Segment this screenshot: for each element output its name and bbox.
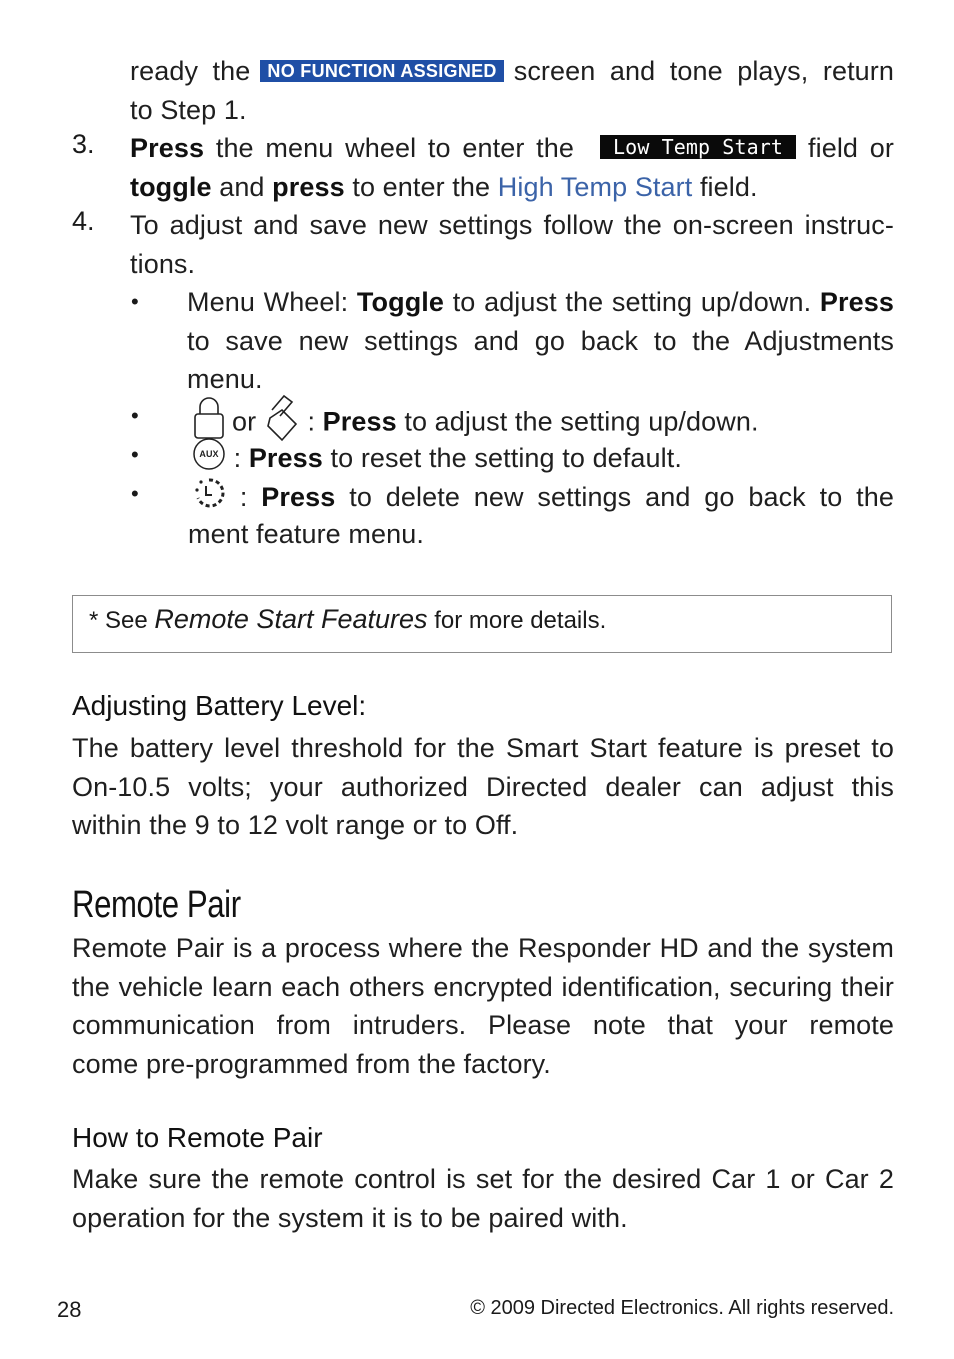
b1-line3: menu. xyxy=(187,364,263,394)
press-keyword-b2: Press xyxy=(322,406,397,437)
b3-text: to reset the setting to default. xyxy=(330,443,682,473)
b2-text: to adjust the setting up/down. xyxy=(404,406,759,437)
step3-text xyxy=(130,129,894,206)
bullet-2-dot: • xyxy=(131,403,139,428)
step2-text-line2: to Step 1. xyxy=(130,94,247,125)
b4-line2: ment feature menu. xyxy=(188,518,424,549)
step3-number: 3. xyxy=(72,129,95,159)
aux-icon-label: AUX xyxy=(199,449,219,459)
remote-start-icon xyxy=(192,476,226,515)
press-keyword-b1: Press xyxy=(819,287,894,317)
b4-colon: : xyxy=(239,482,248,512)
step3-text4: field. xyxy=(699,171,758,202)
battery-line3: within the 9 to 12 volt range or to Off. xyxy=(72,810,519,840)
remote-pair-paragraph xyxy=(72,929,894,1083)
press-keyword-b3: Press xyxy=(248,443,323,473)
step3-text2: field or xyxy=(808,133,894,163)
b3-colon: : xyxy=(233,443,242,473)
bullet-1-dot: • xyxy=(131,289,139,314)
toggle-keyword-b1: Toggle xyxy=(356,287,445,317)
remote-pair-heading: Remote Pair xyxy=(72,884,241,926)
b4-text: to delete new settings and go back to the xyxy=(349,482,894,512)
battery-paragraph xyxy=(72,729,894,845)
high-temp-start-link[interactable]: High Temp Start xyxy=(497,171,693,202)
bullet-3-text xyxy=(192,437,894,478)
bullet-1-text xyxy=(187,283,894,399)
how-to-heading: How to Remote Pair xyxy=(72,1122,323,1153)
press-keyword: Press xyxy=(130,133,205,163)
step2-text-pre: ready the xyxy=(130,56,251,86)
step4-line1: To adjust and save new settings follow the on-screen instruc- xyxy=(130,210,894,240)
note-box xyxy=(72,595,892,653)
remote-start-features-ref: Remote Start Features xyxy=(154,604,428,634)
note-prefix: * See xyxy=(89,607,148,634)
b2-or: or xyxy=(232,406,257,437)
remote-pair-line1: Remote Pair is a process where the Responder HD and the system xyxy=(72,933,894,963)
step2-text-post: screen and tone plays, return xyxy=(513,56,894,86)
step4-number: 4. xyxy=(72,206,95,236)
press-keyword-b4: Press xyxy=(261,482,336,512)
step3-text3: to enter the xyxy=(352,171,491,202)
b2-colon: : xyxy=(307,406,316,437)
step3-and: and xyxy=(219,171,265,202)
step2-continuation xyxy=(130,52,894,129)
toggle-keyword: toggle xyxy=(130,171,212,202)
how-to-paragraph xyxy=(72,1160,894,1237)
bullet-4-dot: • xyxy=(131,481,139,506)
b1-line2: to save new settings and go back to the Adjustments xyxy=(187,325,894,356)
how-to-line1: Make sure the remote control is set for the desired Car 1 or Car 2 xyxy=(72,1164,894,1194)
remote-pair-line4: come pre-programmed from the factory. xyxy=(72,1048,551,1079)
bullet-3-dot: • xyxy=(131,442,139,467)
b1-text1: to adjust the setting up/down. xyxy=(452,287,812,317)
bullet-4-text xyxy=(188,476,894,553)
step4-line2: tions. xyxy=(130,248,196,279)
step3-text1: the menu wheel to enter the xyxy=(215,133,575,163)
menu-wheel-label: Menu Wheel: xyxy=(187,287,349,317)
no-function-assigned-badge: NO FUNCTION ASSIGNED xyxy=(260,60,503,82)
page-number: 28 xyxy=(57,1297,82,1322)
note-suffix: for more details. xyxy=(434,607,607,634)
step4-text xyxy=(130,206,894,283)
remote-pair-line2: the vehicle learn each others encrypted identification, securing their xyxy=(72,971,894,1002)
copyright: © 2009 Directed Electronics. All rights reserved. xyxy=(470,1297,894,1319)
battery-heading: Adjusting Battery Level: xyxy=(72,690,367,721)
battery-line1: The battery level threshold for the Smart Start feature is preset to xyxy=(72,733,894,763)
low-temp-start-badge: Low Temp Start xyxy=(600,135,796,159)
press-keyword-2: press xyxy=(272,171,345,202)
battery-line2: On-10.5 volts; your authorized Directed dealer can adjust this xyxy=(72,771,894,802)
remote-pair-line3: communication from intruders. Please note that your remote xyxy=(72,1010,894,1040)
aux-icon xyxy=(192,437,226,471)
how-to-line2: operation for the system it is to be paired with. xyxy=(72,1202,628,1233)
